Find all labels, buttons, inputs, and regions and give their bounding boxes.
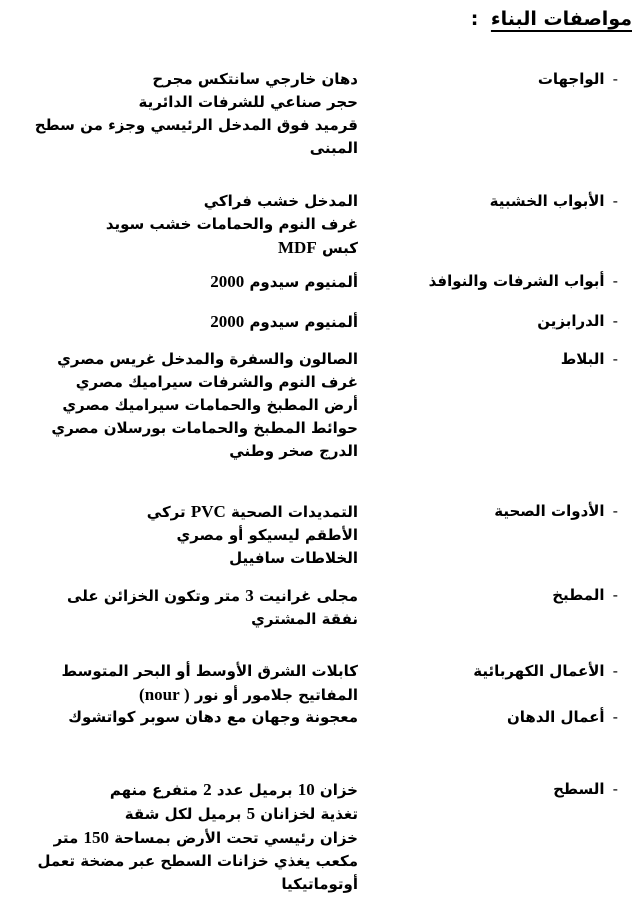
spec-value-line: ألمنيوم سيدوم 2000 bbox=[210, 272, 358, 291]
spec-value-line: المدخل خشب فراكي bbox=[203, 192, 358, 210]
spec-value-line: الخلاطات سافييل bbox=[229, 549, 358, 567]
latin-run: 2000 bbox=[210, 272, 245, 291]
bullet-dash: - bbox=[612, 662, 618, 680]
spec-value-line: الأطقم ليسيكو أو مصري bbox=[176, 526, 358, 544]
spec-values bbox=[8, 500, 358, 570]
spec-label-text: الأبواب الخشبية bbox=[489, 192, 605, 210]
spec-values bbox=[8, 270, 358, 294]
latin-run: 5 bbox=[246, 804, 256, 823]
latin-run: ( nour) bbox=[139, 685, 190, 704]
spec-value-line: غرف النوم والحمامات خشب سويد bbox=[105, 215, 358, 233]
bullet-dash: - bbox=[612, 272, 618, 290]
spec-value-line: خزان رئيسي تحت الأرض بمساحة 150 متر bbox=[53, 828, 358, 847]
spec-value-line: معجونة وجهان مع دهان سوبر كواتشوك bbox=[68, 708, 358, 726]
spec-label bbox=[561, 348, 618, 371]
spec-label-text: البلاط bbox=[560, 350, 605, 368]
page-title-colon: : bbox=[470, 8, 479, 30]
spec-values bbox=[8, 778, 358, 896]
bullet-dash: - bbox=[612, 586, 618, 604]
spec-value-line: المبنى bbox=[309, 139, 358, 157]
spec-value-line: دهان خارجي سانتكس مجرح bbox=[152, 70, 358, 88]
spec-value-line: التمديدات الصحية PVC تركي bbox=[146, 502, 358, 521]
spec-label-text: الدرابزين bbox=[537, 312, 605, 330]
spec-label bbox=[473, 660, 618, 683]
spec-label bbox=[490, 190, 618, 213]
spec-label-text: المطبخ bbox=[552, 586, 605, 604]
spec-value-line: كبس MDF bbox=[278, 238, 358, 257]
latin-run: MDF bbox=[278, 238, 317, 257]
latin-run: 2000 bbox=[210, 312, 245, 331]
bullet-dash: - bbox=[612, 70, 618, 88]
spec-label bbox=[507, 706, 618, 729]
spec-label bbox=[538, 68, 618, 91]
spec-label bbox=[494, 500, 618, 523]
spec-label bbox=[429, 270, 618, 293]
latin-run: PVC bbox=[190, 502, 226, 521]
spec-label-text: الواجهات bbox=[537, 70, 605, 88]
bullet-dash: - bbox=[612, 708, 618, 726]
spec-values bbox=[8, 660, 358, 707]
spec-value-line: حوائط المطبخ والحمامات بورسلان مصري bbox=[51, 419, 358, 437]
spec-value-line: الدرج صخر وطني bbox=[229, 442, 358, 460]
page-title bbox=[471, 8, 632, 30]
spec-value-line: مكعب يغذي خزانات السطح عبر مضخة تعمل bbox=[37, 852, 358, 870]
spec-label bbox=[537, 310, 618, 333]
spec-value-line: حجر صناعي للشرفات الدائرية bbox=[138, 93, 358, 111]
spec-values bbox=[8, 68, 358, 160]
bullet-dash: - bbox=[612, 192, 618, 210]
latin-run: 10 bbox=[297, 780, 315, 799]
spec-values bbox=[8, 190, 358, 260]
spec-value-line: ألمنيوم سيدوم 2000 bbox=[210, 312, 358, 331]
spec-label bbox=[552, 584, 618, 607]
spec-label-text: الأعمال الكهربائية bbox=[473, 662, 605, 680]
spec-label-text: السطح bbox=[553, 780, 605, 798]
spec-value-line: خزان 10 برميل عدد 2 متفرع منهم bbox=[109, 780, 358, 799]
spec-values bbox=[8, 310, 358, 334]
spec-value-line: الصالون والسفرة والمدخل غريس مصري bbox=[57, 350, 358, 368]
spec-value-line: قرميد فوق المدخل الرئيسي وجزء من سطح bbox=[34, 116, 358, 134]
spec-value-line: أوتوماتيكيا bbox=[281, 875, 358, 893]
latin-run: 3 bbox=[245, 586, 254, 605]
spec-values bbox=[8, 706, 358, 729]
spec-label-text: الأدوات الصحية bbox=[494, 502, 605, 520]
bullet-dash: - bbox=[612, 350, 618, 368]
spec-value-line: مجلى غرانيت 3 متر وتكون الخزائن على bbox=[67, 586, 358, 605]
spec-value-line: المفاتيح جلامور أو نور ( nour) bbox=[139, 685, 358, 704]
bullet-dash: - bbox=[612, 312, 618, 330]
bullet-dash: - bbox=[612, 780, 618, 798]
spec-values bbox=[8, 348, 358, 463]
latin-run: 150 bbox=[83, 828, 110, 847]
spec-label-text: أبواب الشرفات والنوافذ bbox=[428, 272, 605, 290]
bullet-dash: - bbox=[612, 502, 618, 520]
spec-label bbox=[553, 778, 618, 801]
spec-value-line: أرض المطبخ والحمامات سيراميك مصري bbox=[62, 396, 358, 414]
latin-run: 2 bbox=[203, 780, 212, 799]
spec-value-line: غرف النوم والشرفات سيراميك مصري bbox=[75, 373, 358, 391]
spec-values bbox=[8, 584, 358, 631]
spec-label-text: أعمال الدهان bbox=[506, 708, 605, 726]
spec-value-line: كابلات الشرق الأوسط أو البحر المتوسط bbox=[61, 662, 358, 680]
spec-value-line: نفقة المشتري bbox=[251, 610, 358, 628]
page-title-text: مواصفات البناء bbox=[490, 8, 632, 30]
spec-value-line: تغذية لخزانان 5 برميل لكل شقة bbox=[124, 804, 358, 823]
